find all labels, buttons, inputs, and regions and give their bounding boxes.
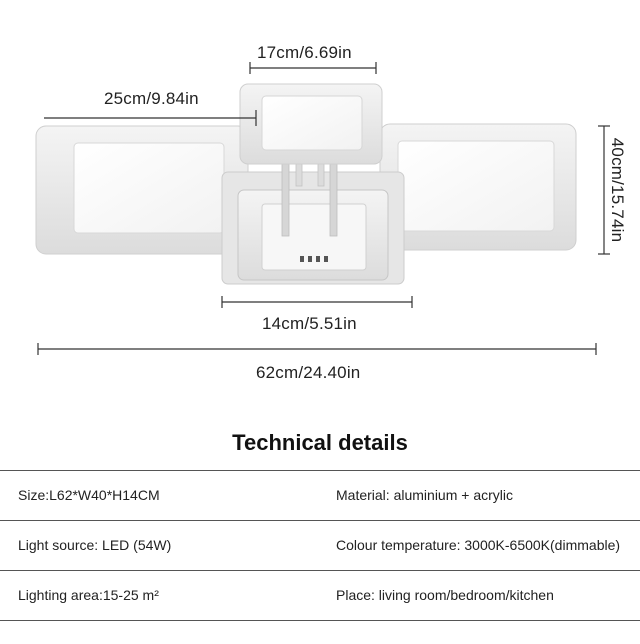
- technical-details-table: [0, 470, 640, 621]
- technical-details-title: Technical details: [232, 430, 408, 455]
- light-source-spec: Light source: LED (54W): [18, 537, 172, 553]
- frame-width-label: 25cm/9.84in: [104, 89, 199, 108]
- height-label: 40cm/15.74in: [608, 137, 627, 243]
- base-width-label: 14cm/5.51in: [262, 314, 357, 333]
- left-square-frame: [36, 126, 248, 254]
- base-mount: [222, 172, 404, 284]
- lighting-area-spec: Lighting area:15-25 m²: [18, 587, 159, 603]
- table-row: [0, 520, 640, 570]
- right-square-frame: [380, 124, 576, 250]
- place-spec: Place: living room/bedroom/kitchen: [336, 587, 554, 603]
- top-width-label: 17cm/6.69in: [257, 43, 352, 62]
- size-spec: Size:L62*W40*H14CM: [18, 487, 160, 503]
- material-spec: Material: aluminium + acrylic: [336, 487, 513, 503]
- total-length-label: 62cm/24.40in: [256, 363, 361, 382]
- table-row: [0, 470, 640, 520]
- top-square-frame: [240, 84, 382, 164]
- colour-temperature-spec: Colour temperature: 3000K-6500K(dimmable): [336, 537, 621, 553]
- table-row: [0, 570, 640, 621]
